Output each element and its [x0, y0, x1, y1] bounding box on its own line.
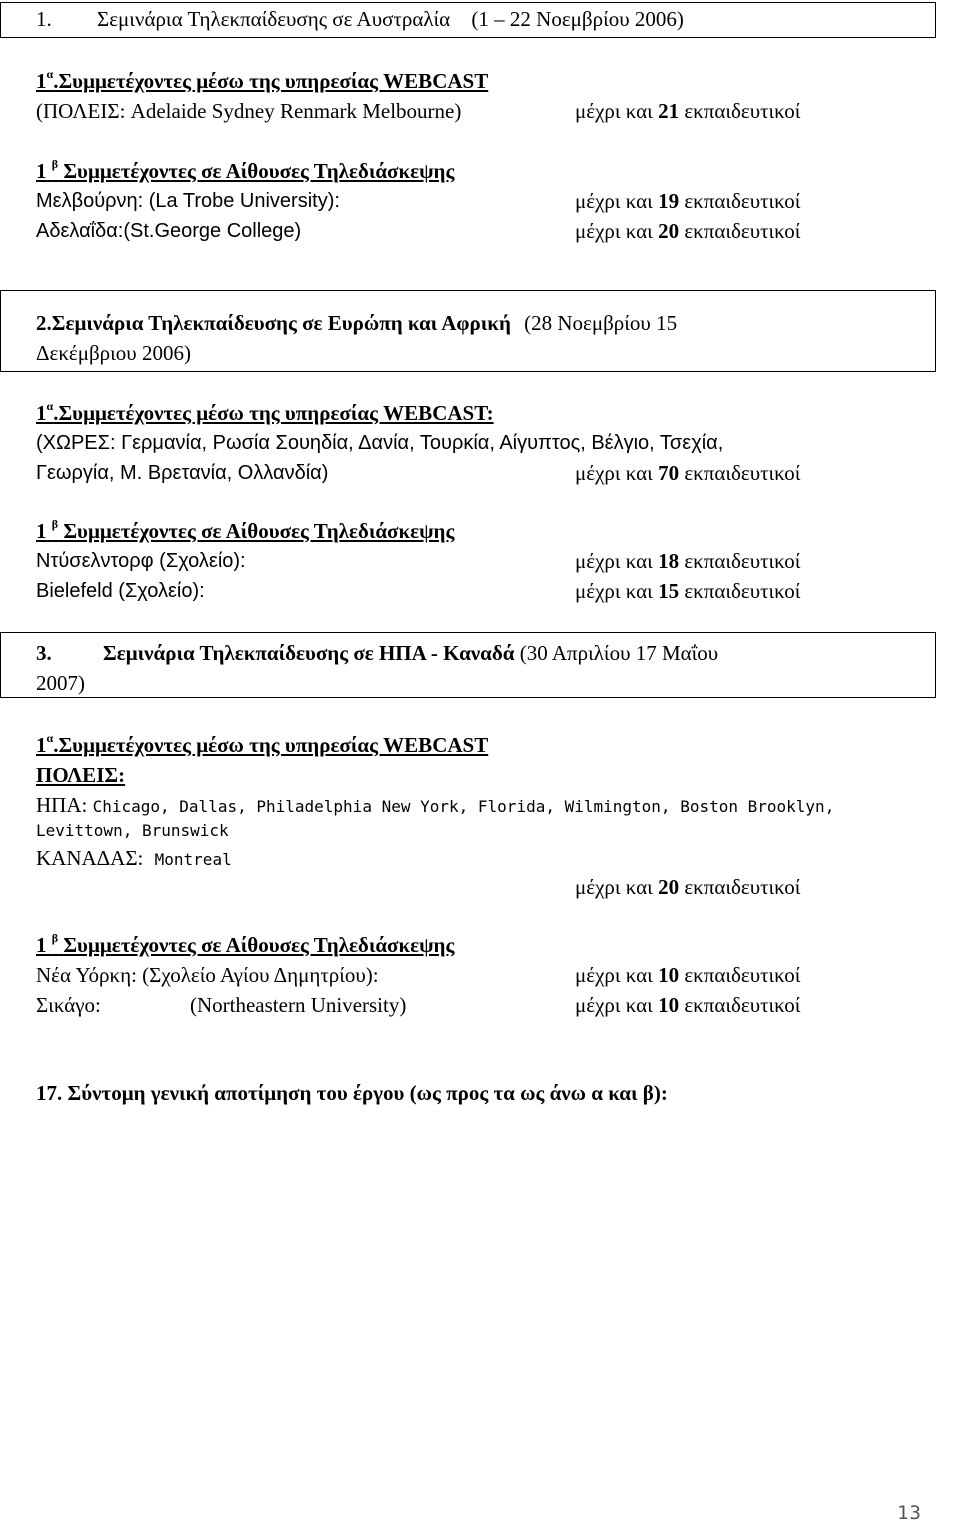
section3-canada-label: ΚΑΝΑΔΑΣ:	[36, 846, 144, 870]
section3-webcast-count: μέχρι και 20 εκπαιδευτικοί	[575, 875, 801, 899]
section1-row-count: μέχρι και 20 εκπαιδευτικοί	[575, 219, 801, 243]
section3-usa-cities-cont: Levittown, Brunswick	[36, 821, 229, 840]
section3-row-label: Νέα Υόρκη: (Σχολείο Αγίου Δημητρίου):	[36, 963, 379, 987]
section1-row-label: Μελβούρνη: (La Trobe University):	[36, 190, 340, 212]
section2-countries-cont: Γεωργία, Μ. Βρετανία, Ολλανδία)	[36, 462, 329, 484]
section3-usa	[36, 792, 834, 820]
section3-webcast-title: $1^\alpha.\Sigma\upsilon\mu\mu\varepsilon\tau έ\chi o\nu\tau\varepsilon\varsigma$ μέσω της υπηρεσίας WEBCAST	[36, 731, 489, 757]
section1-header-num: 1.	[36, 7, 52, 31]
section1-row-count: μέχρι και 19 εκπαιδευτικοί	[575, 189, 801, 213]
section3-header-dates-cont: 2007)	[36, 671, 85, 695]
section2-countries: (ΧΩΡΕΣ: Γερμανία, Ρωσία Σουηδία, Δανία, Τουρκία, Αίγυπτος, Βέλγιο, Τσεχία,	[36, 432, 724, 454]
section3-canada-cities: Montreal	[154, 850, 232, 869]
section3-cities-label: ΠΟΛΕΙΣ:	[36, 763, 126, 787]
section3-header: 3. Σεμινάρια Τηλεκπαίδευσης σε ΗΠΑ - Καναδά (30 Απριλίου 17 Μαΐου	[36, 641, 719, 665]
section3-conference-title: 1 $^\beta$ Συμμετέχοντες σε Αίθουσες Τηλεδιάσκεψης	[36, 931, 455, 957]
section1-conference-title: 1 $^\beta$ Συμμετέχοντες σε Αίθουσες Τηλεδιάσκεψης	[36, 157, 455, 183]
section2-conference-title: 1 $^\beta$ Συμμετέχοντες σε Αίθουσες Τηλεδιάσκεψης	[36, 517, 455, 543]
section3-row-count: μέχρι και 10 εκπαιδευτικοί	[575, 993, 801, 1017]
section1-header-dates: (1 – 22 Νοεμβρίου 2006)	[471, 7, 684, 31]
section2-row-label: Bielefeld (Σχολείο):	[36, 580, 205, 602]
section2-header-dates-cont: Δεκέμβριου 2006)	[36, 341, 191, 365]
section2-webcast-count: μέχρι και 70 εκπαιδευτικοί	[575, 461, 801, 485]
section3-row-label: Σικάγο: (Northeastern University)	[36, 993, 407, 1017]
section1-header	[36, 6, 684, 32]
section2-row-count: μέχρι και 18 εκπαιδευτικοί	[575, 549, 801, 573]
section2-row-count: μέχρι και 15 εκπαιδευτικοί	[575, 579, 801, 603]
section3-row-count: μέχρι και 10 εκπαιδευτικοί	[575, 963, 801, 987]
section1-webcast-cities: (ΠΟΛΕΙΣ: Adelaide Sydney Renmark Melbourne)	[36, 99, 462, 123]
section1-header-title: Σεμινάρια Τηλεκπαίδευσης σε Αυστραλία	[97, 7, 451, 31]
section2-row-label: Ντύσελντορφ (Σχολείο):	[36, 550, 246, 572]
section1-webcast-count: μέχρι και 21 εκπαιδευτικοί	[575, 99, 801, 123]
section2-webcast-title: $1^\alpha.\Sigma\upsilon\mu\mu\varepsilon\tau έ\chi o\nu\tau\varepsilon\varsigma$ μέσω της υπηρεσίας WEBCAST:	[36, 399, 494, 425]
page-number: 13	[897, 1502, 922, 1524]
section3-usa-cities: Chicago, Dallas, Philadelphia New York, Florida, Wilmington, Boston Brooklyn,	[92, 797, 835, 816]
section2-header: 2.Σεμινάρια Τηλεκπαίδευσης σε Ευρώπη και Αφρική (28 Νοεμβρίου 15	[36, 311, 678, 335]
section1-row-label: Αδελαΐδα:(St.George College)	[36, 220, 302, 242]
section17-heading: 17. Σύντομη γενική αποτίμηση του έργου (ως προς τα ως άνω α και β):	[36, 1081, 668, 1105]
section3-usa-label: ΗΠΑ:	[36, 793, 88, 817]
section1-webcast-title: $1^\alpha.\Sigma\upsilon\mu\mu\varepsilon\tau έ\chi o\nu\tau\varepsilon\varsigma$ μέσω της υπηρεσίας WEBCAST	[36, 67, 489, 93]
section3-canada	[36, 845, 232, 873]
